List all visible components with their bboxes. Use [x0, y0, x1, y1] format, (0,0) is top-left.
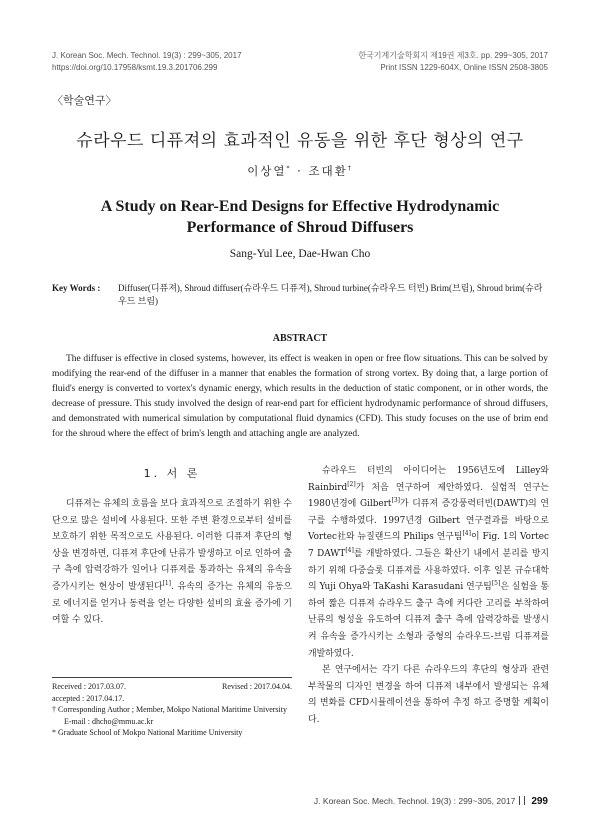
author-2-mark: † — [347, 165, 353, 173]
journal-header-right — [358, 50, 548, 74]
history-text-c: 가 디퓨져 증강풍력터빈(DAWT)의 연구를 수행하였다. 1997년경 Gilbert 연구결과를 바탕으로 Vortec社와 뉴질랜드의 Philips 연구팀 — [308, 499, 549, 543]
dagger-mark: † — [52, 705, 56, 714]
doi-link[interactable]: https://doi.org/10.17958/ksmt.19.3.201706.299 — [52, 63, 218, 72]
received-date: Received : 2017.03.07. — [52, 682, 126, 691]
author-email[interactable]: E-mail : dhcho@mmu.ac.kr — [64, 716, 154, 726]
abstract-heading: ABSTRACT — [272, 333, 328, 344]
history-text-e: 를 개발하였다. 그들은 확산기 내에서 분리를 방지하기 위해 다중슬롯 디퓨져를 사용하였다. 이후 일본 규슈대학의 Yuji Ohya와 TaKashi Karasudani 연구팀 — [308, 548, 549, 593]
footer-citation: J. Korean Soc. Mech. Technol. 19(3) : 299~305, 2017 — [313, 796, 516, 806]
citation-2[interactable]: [2] — [347, 480, 356, 488]
objective-paragraph: 본 연구에서는 각기 다른 슈라우드의 후단의 형상과 관련 부착물의 디자인 변경을 하여 디퓨져 내부에서 발생되는 유체의 변화를 CFD시뮬레이션을 통하여 추정 하고 증명할 계획이다. — [308, 665, 549, 725]
footer-divider — [519, 796, 525, 805]
author-1: 이상열 — [247, 164, 287, 178]
english-title: A Study on Rear-End Designs for Effective Hydrodynamic Performance of Shroud Diffusers — [100, 198, 500, 236]
left-column — [52, 496, 292, 629]
citation-5[interactable]: [5] — [491, 580, 501, 588]
citation-4[interactable]: [4] — [462, 530, 471, 538]
received-revised-row — [52, 681, 292, 693]
footnotes — [52, 681, 292, 739]
corresponding-author-text: Corresponding Author ; Member, Mokpo National Maritime University — [58, 705, 287, 714]
page-number: 299 — [531, 796, 548, 807]
history-text-f: 은 실험을 통하여 짧은 디퓨져 슈라우드 출구 측에 커다란 고리를 부착하여 난류의 형성을 유도하여 디퓨져 출구 측에 압력강하를 발생시켜 유속을 증가시키는 소형과 중형의 슈라우드-브림 디퓨져를 개발하였다. — [308, 582, 549, 659]
revised-date: Revised : 2017.04.04. — [222, 682, 292, 691]
english-authors: Sang-Yul Lee, Dae-Hwan Cho — [229, 248, 371, 260]
author-1-mark: * — [286, 165, 292, 173]
corresponding-author-note — [52, 704, 292, 716]
citation-3[interactable]: [3] — [391, 497, 400, 505]
intro-paragraph — [52, 496, 292, 629]
intro-text: 디퓨져는 유체의 흐름을 보다 효과적으로 조절하기 위한 수단으로 많은 설비에 사용된다. 또한 주변 환경으로부터 설비를 보호하기 위한 목적으로도 사용된다. 이러한 디퓨져 후단의 형상을 변경하면, 디퓨져 후단에 난류가 발생하고 이로 인하여 출구 측에 압력강하가 일어나 디퓨져를 통과하는 유체의 유속을 증가시키는 현상이 발생된다 — [52, 499, 292, 592]
intro-text-end: . 유속의 증가는 유체의 유동으로 에너지를 얻거나 동력을 얻는 다양한 설비의 효율 증가에 기여할 수 있다. — [52, 581, 292, 626]
citation-1[interactable]: [1] — [162, 580, 172, 587]
journal-korean-citation: 한국기계기술학회지 제19권 제3호. pp. 299~305, 2017 — [358, 51, 548, 60]
history-text-a: 슈라우드 터빈의 아이디어는 1956년도에 Lilley와 Rainbird — [308, 466, 549, 493]
author-2: 조대환 — [308, 164, 348, 178]
footnote-divider — [52, 677, 292, 678]
korean-title: 슈라우드 디퓨져의 효과적인 유동을 위한 후단 형상의 연구 — [76, 131, 524, 151]
citation-4b[interactable]: [4] — [345, 547, 354, 554]
journal-header-left — [52, 50, 242, 74]
history-paragraph — [308, 463, 549, 662]
asterisk-mark: * — [52, 728, 56, 737]
korean-authors — [0, 163, 600, 179]
article-category: 〈학술연구〉 — [52, 94, 117, 107]
keywords-block — [52, 282, 550, 308]
abstract-text: The diffuser is effective in closed systems, however, its effect is weaken in open or free flow situations. This can be solved by modifying the rear-end of the diffuser in a manner that enables the formation of strong vortex. By doing that, a large portion of fluid's energy is converted to vortex's dynamic energy, which results in the deduction of static component, or in other words, the decrease of pressure. This study involved the design of rear-end part for efficient hydrodynamic performance of shroud diffusers, and demonstrated with numerical simulation by computational fluid dynamics (CFD). This study focuses on the use of brim end for the shroud where the effect of brim's length and attaching angle are analyzed. — [52, 354, 548, 439]
page-footer — [314, 796, 548, 807]
author-separator: · — [291, 164, 309, 178]
keywords-text: Diffuser(디퓨져), Shroud diffuser(슈라우드 디퓨져), Shroud turbine(슈라우드 터빈) Brim(브림), Shroud brim(슈라우드 브림) — [118, 283, 543, 306]
section-heading-introduction: 1. 서 론 — [143, 467, 201, 480]
graduate-note-text: Graduate School of Mokpo National Maritime University — [58, 728, 243, 737]
graduate-note — [52, 727, 292, 739]
keywords-label: Key Words : — [52, 283, 101, 293]
history-text-d: 이 Fig. 1의 Vortec 7 DAWT — [308, 532, 549, 559]
journal-citation: J. Korean Soc. Mech. Technol. 19(3) : 299~305, 2017 — [52, 51, 242, 60]
history-text-b: 가 처음 연구하여 제안하였다. 실험적 연구는 1980년경에 Gilbert — [308, 482, 549, 510]
issn-line: Print ISSN 1229-604X, Online ISSN 2508-3805 — [380, 63, 548, 72]
accepted-date: accepted : 2017.04.17. — [52, 693, 125, 703]
right-column — [308, 463, 549, 729]
